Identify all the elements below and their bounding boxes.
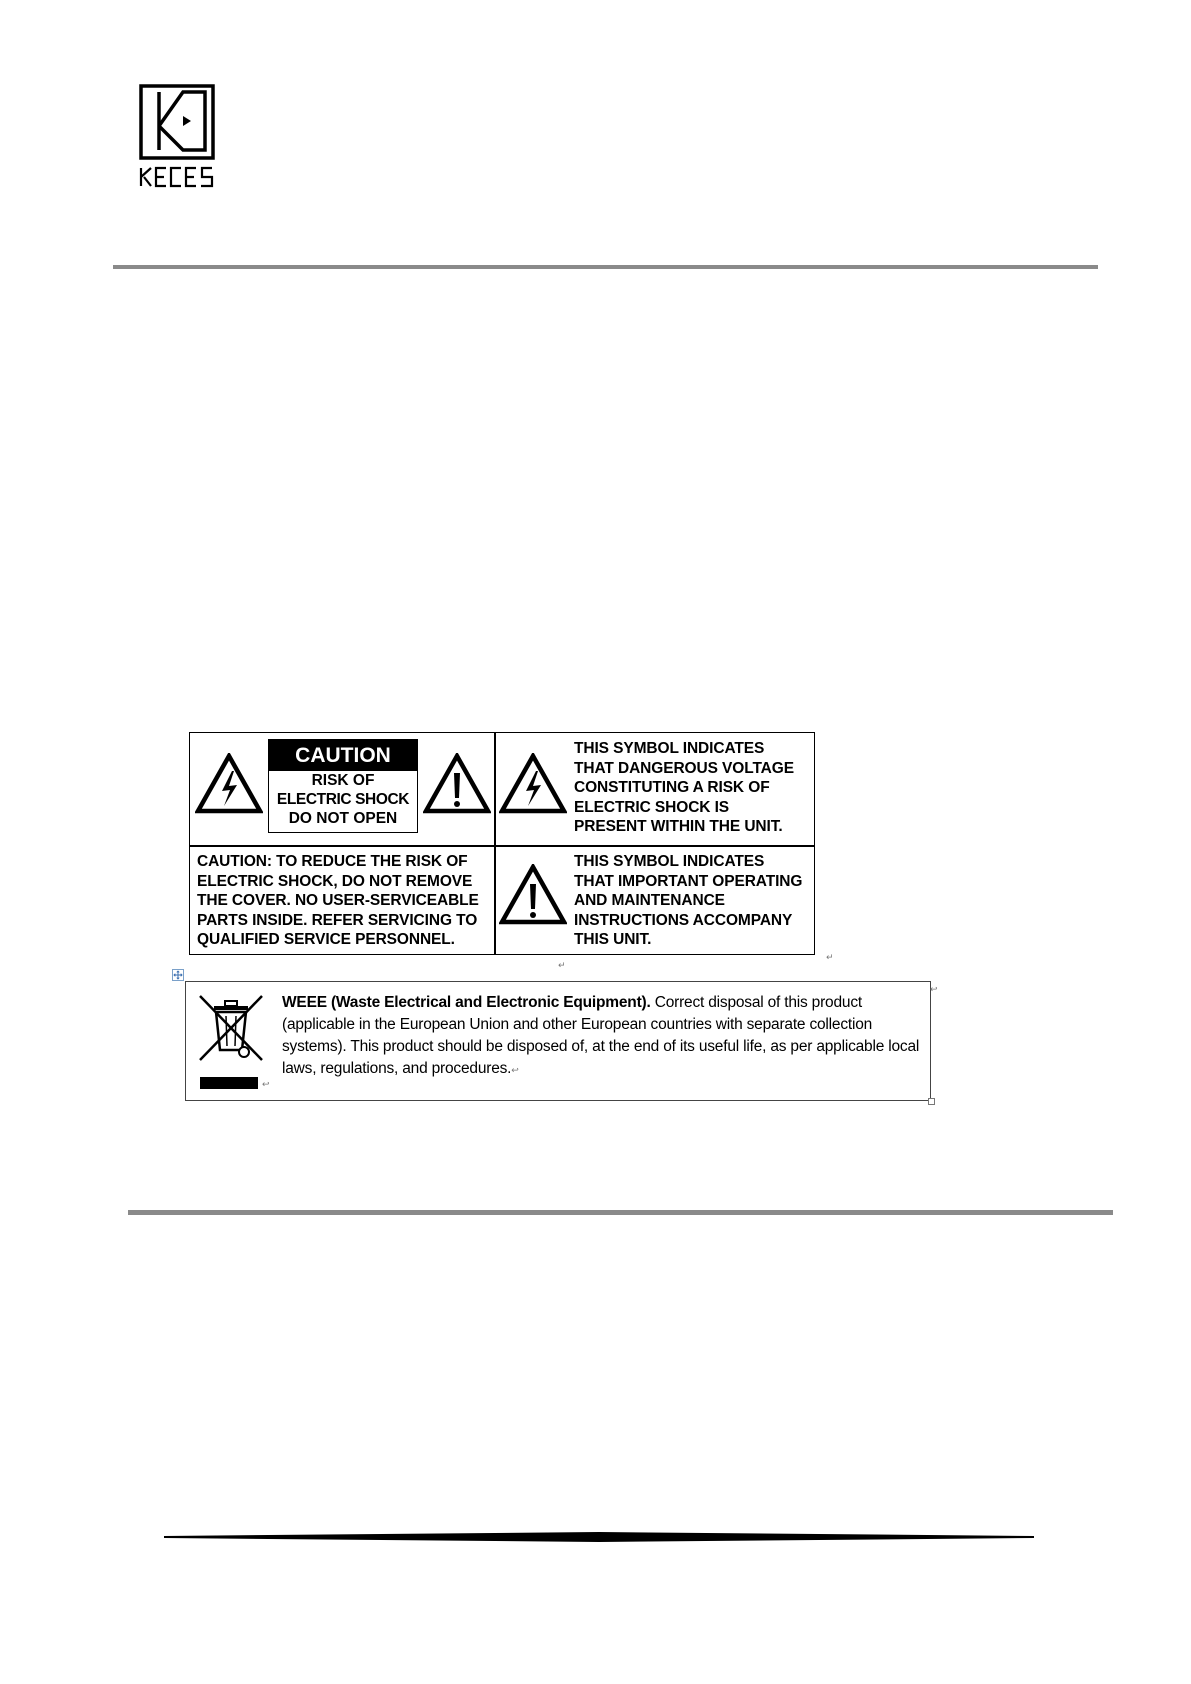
paragraph-mark: ↵	[826, 953, 834, 963]
caution-label-line: DO NOT OPEN	[288, 810, 398, 827]
weee-title: WEEE (Waste Electrical and Electronic Equipment).	[282, 994, 651, 1011]
electric-shock-symbol-icon	[499, 753, 567, 815]
footer-tapered-rule	[164, 1530, 1034, 1544]
bin-underline-bar	[200, 1077, 258, 1089]
text-line: THAT IMPORTANT OPERATING	[574, 872, 803, 890]
return-mark: ↩	[511, 1065, 519, 1075]
text-line: ELECTRIC SHOCK IS	[574, 798, 730, 816]
text-line: QUALIFIED SERVICE PERSONNEL.	[197, 931, 455, 949]
caution-header: CAUTION	[269, 740, 417, 771]
table-move-handle-icon[interactable]	[172, 969, 184, 981]
table-resize-handle[interactable]	[928, 1098, 935, 1105]
table-column-divider	[494, 733, 496, 954]
crossed-out-bin-icon	[196, 992, 266, 1064]
caution-label-line: RISK OF	[311, 772, 375, 789]
return-mark: ↩	[262, 1079, 270, 1089]
electric-shock-warning-icon	[195, 753, 263, 815]
text-line: PARTS INSIDE. REFER SERVICING TO	[197, 911, 478, 929]
weee-body: Correct disposal of this product (applicable in the European Union and other European countries with separate collection systems). This product should be disposed of, at the end of its useful life, as per applicable local laws, regulations, and procedures.	[282, 994, 920, 1077]
return-mark: ↩	[930, 984, 938, 994]
caution-label	[268, 739, 418, 833]
keces-logo	[139, 84, 219, 188]
exclamation-warning-icon	[423, 753, 491, 815]
text-line: THAT DANGEROUS VOLTAGE	[574, 759, 794, 777]
text-line: ELECTRIC SHOCK, DO NOT REMOVE	[197, 872, 473, 890]
text-line: AND MAINTENANCE	[574, 892, 725, 910]
table-row-divider	[190, 845, 814, 847]
text-line: CAUTION: TO REDUCE THE RISK OF	[197, 853, 468, 870]
text-line: CONSTITUTING A RISK OF	[574, 779, 770, 797]
caution-paragraph	[197, 852, 479, 950]
text-line: THIS SYMBOL INDICATES	[574, 853, 765, 870]
bottom-divider	[128, 1210, 1113, 1215]
text-line: THE COVER. NO USER-SERVICEABLE	[197, 892, 479, 910]
weee-notice	[185, 981, 931, 1101]
caution-table	[189, 732, 815, 955]
top-divider	[113, 265, 1098, 269]
weee-text	[282, 992, 922, 1081]
text-line: THIS UNIT.	[574, 931, 652, 949]
paragraph-mark: ↵	[558, 961, 566, 971]
exclamation-symbol-icon	[499, 864, 567, 926]
text-line: INSTRUCTIONS ACCOMPANY	[574, 911, 793, 929]
voltage-symbol-description	[574, 739, 794, 837]
text-line: THIS SYMBOL INDICATES	[574, 740, 765, 757]
instructions-symbol-description	[574, 852, 802, 950]
caution-label-line: ELECTRIC SHOCK	[276, 791, 410, 808]
text-line: PRESENT WITHIN THE UNIT.	[574, 818, 783, 836]
